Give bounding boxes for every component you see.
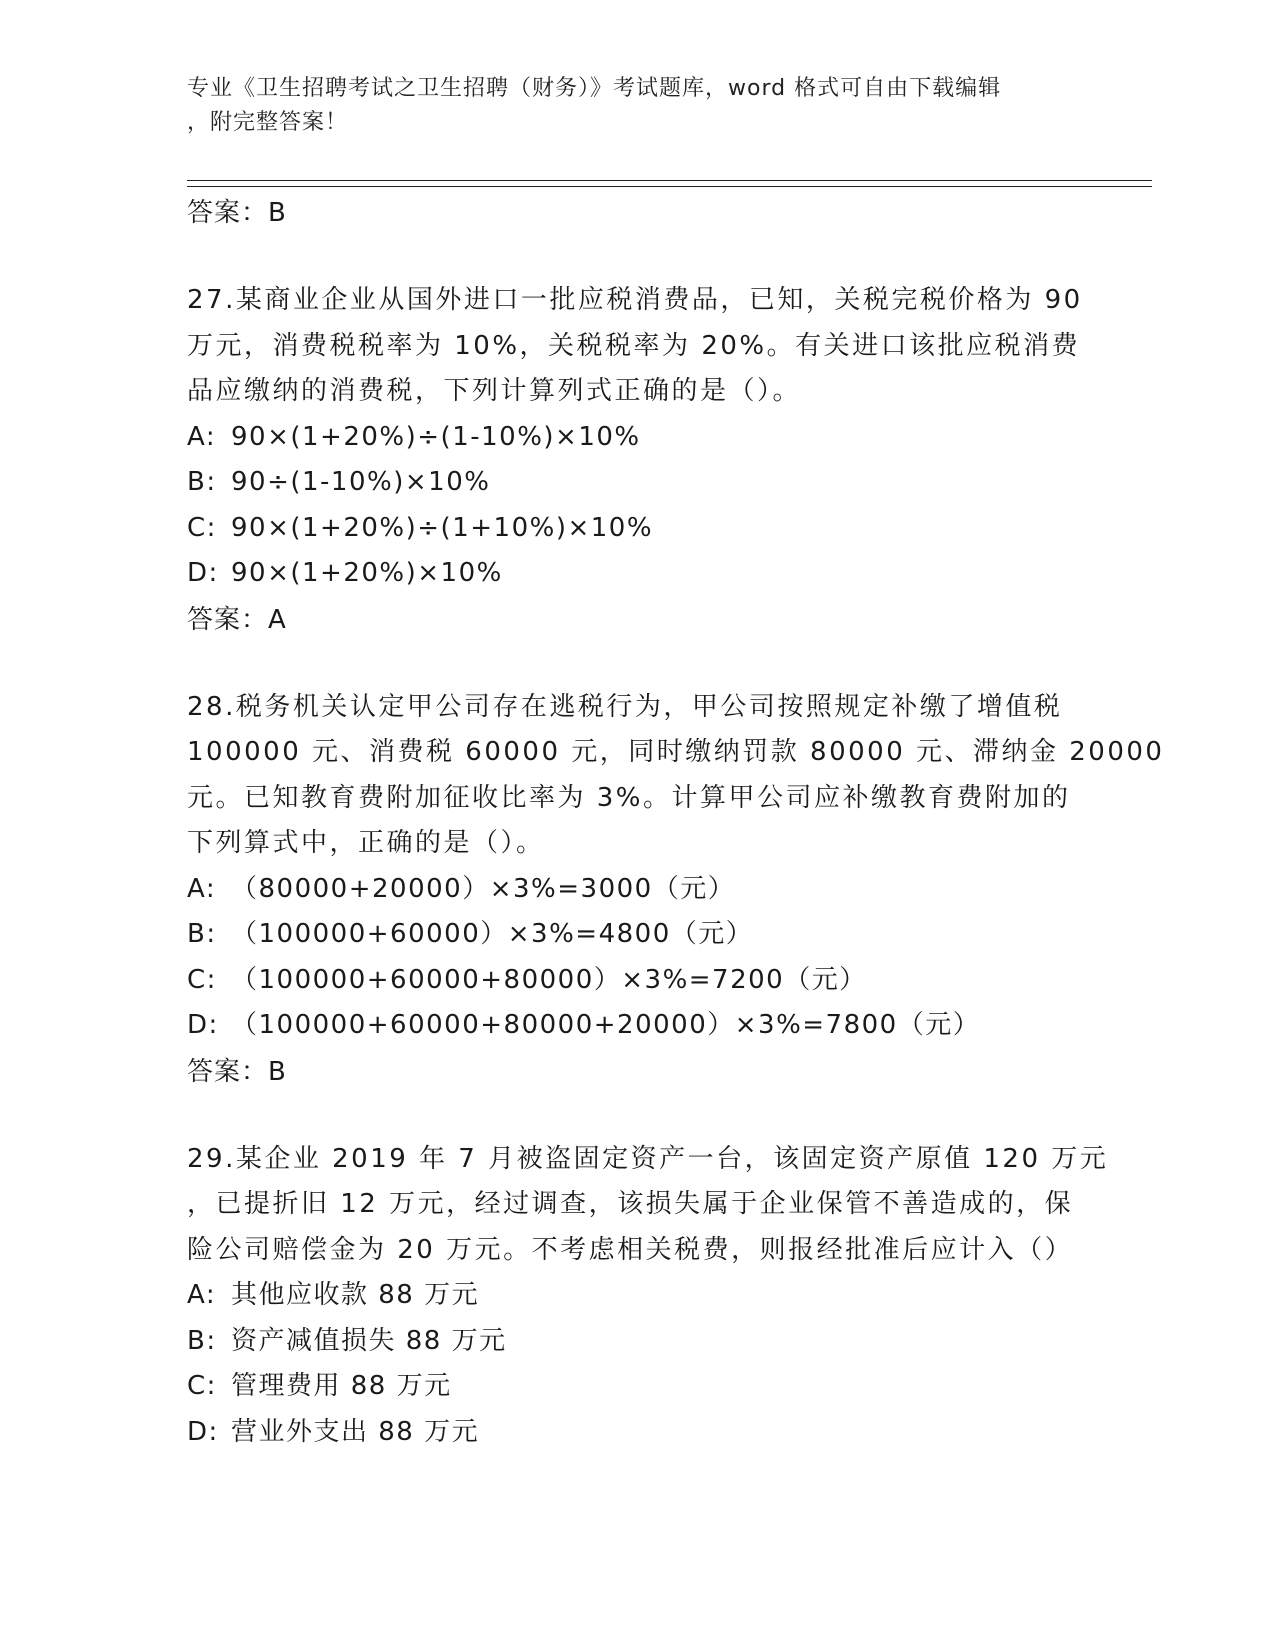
option-letter: D:	[187, 558, 219, 588]
previous-answer: 答案：B	[187, 198, 287, 228]
option-text: （100000+60000+80000）×3%=7200（元）	[231, 964, 867, 995]
stem-line: 28.税务机关认定甲公司存在逃税行为，甲公司按照规定补缴了增值税	[187, 691, 1063, 722]
stem-line: 29.某企业 2019 年 7 月被盗固定资产一台，该固定资产原值 120 万元	[187, 1143, 1109, 1174]
stem-line: 险公司赔偿金为 20 万元。不考虑相关税费，则报经批准后应计入（）	[187, 1234, 1074, 1265]
question-27	[187, 278, 1087, 643]
option-b	[187, 460, 1087, 506]
option-d	[187, 1410, 1087, 1456]
option-letter: D:	[187, 1010, 219, 1040]
question-stem	[187, 685, 1165, 867]
option-letter: C:	[187, 512, 217, 543]
option-letter: D:	[187, 1416, 219, 1447]
option-text: （80000+20000）×3%=3000（元）	[231, 873, 736, 904]
option-letter: C:	[187, 964, 217, 995]
option-c	[187, 1364, 1087, 1410]
option-text: （100000+60000）×3%=4800（元）	[231, 919, 754, 949]
option-letter: C:	[187, 1371, 217, 1401]
option-a	[187, 415, 1087, 461]
question-28	[187, 685, 1165, 1095]
document-header	[187, 72, 1087, 140]
question-stem	[187, 1137, 1109, 1274]
option-letter: B:	[187, 919, 217, 949]
option-b	[187, 912, 1087, 958]
option-text: 90×(1+20%)×10%	[231, 558, 503, 588]
header-line-1: 专业《卫生招聘考试之卫生招聘（财务）》考试题库，word 格式可自由下载编辑	[187, 76, 1002, 101]
option-c	[187, 958, 1087, 1004]
option-text: 管理费用 88 万元	[231, 1371, 452, 1401]
header-divider-bottom	[187, 186, 1152, 187]
option-text: 资产减值损失 88 万元	[231, 1325, 507, 1356]
stem-line: 100000 元、消费税 60000 元，同时缴纳罚款 80000 元、滞纳金 20000	[187, 737, 1165, 767]
option-text: 营业外支出 88 万元	[231, 1416, 480, 1447]
option-c	[187, 506, 1087, 552]
answer-line: 答案：A	[187, 604, 287, 635]
question-29	[187, 1137, 1109, 1456]
stem-line: 元。已知教育费附加征收比率为 3%。计算甲公司应补缴教育费附加的	[187, 782, 1071, 813]
answer-line: 答案：B	[187, 1056, 287, 1087]
option-d	[187, 551, 1087, 597]
option-letter: A:	[187, 1280, 217, 1310]
stem-line: 27.某商业企业从国外进口一批应税消费品，已知，关税完税价格为 90	[187, 285, 1083, 315]
stem-line: 品应缴纳的消费税，下列计算列式正确的是（）。	[187, 376, 802, 406]
header-divider-top	[187, 180, 1152, 181]
option-b	[187, 1319, 1087, 1365]
option-text: 90÷(1-10%)×10%	[231, 467, 491, 497]
stem-line: ，已提折旧 12 万元，经过调查，该损失属于企业保管不善造成的，保	[187, 1189, 1074, 1219]
stem-line: 万元，消费税税率为 10%，关税税率为 20%。有关进口该批应税消费	[187, 330, 1081, 361]
option-text: 90×(1+20%)÷(1+10%)×10%	[231, 512, 654, 543]
option-a	[187, 867, 1087, 913]
header-line-2: ，附完整答案！	[187, 110, 349, 135]
option-letter: A:	[187, 421, 217, 452]
stem-line: 下列算式中，正确的是（）。	[187, 828, 545, 858]
document-body	[187, 190, 1165, 1455]
option-d	[187, 1003, 1087, 1049]
option-text: （100000+60000+80000+20000）×3%=7800（元）	[231, 1010, 981, 1040]
option-text: 90×(1+20%)÷(1-10%)×10%	[231, 421, 641, 452]
option-letter: B:	[187, 1325, 217, 1356]
question-stem	[187, 278, 1087, 415]
option-a	[187, 1273, 1087, 1319]
option-letter: A:	[187, 873, 217, 904]
option-text: 其他应收款 88 万元	[231, 1280, 480, 1310]
option-letter: B:	[187, 467, 217, 497]
